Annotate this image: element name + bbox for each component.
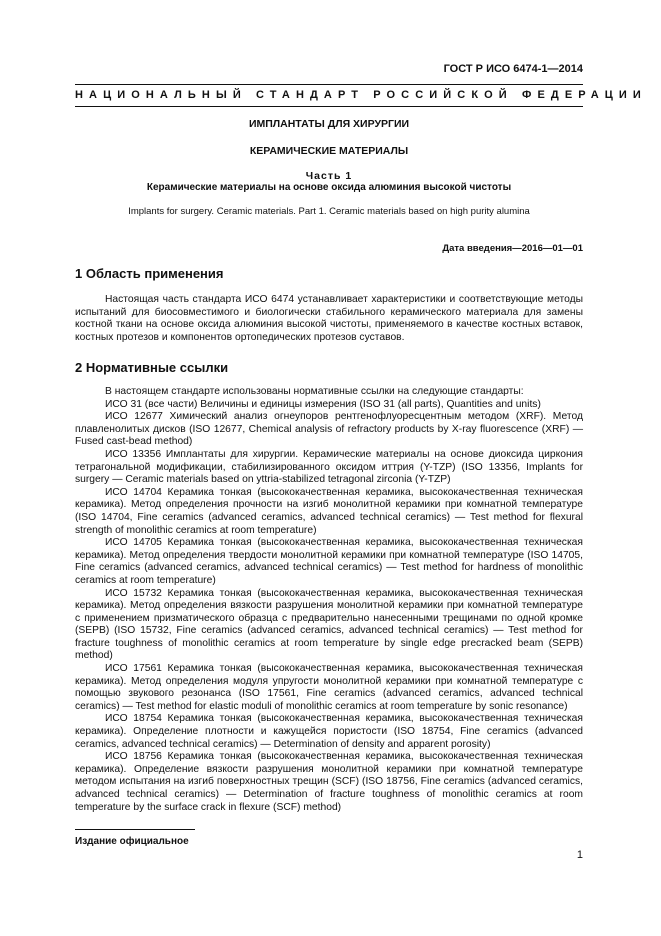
section-1-body [75,294,583,344]
section-2-heading: 2 Нормативные ссылки [75,360,229,375]
title-line-2: КЕРАМИЧЕСКИЕ МАТЕРИАЛЫ [249,145,409,157]
reference-paragraph: ИСО 13356 Имплантаты для хирургии. Керамические материалы на основе диоксида циркония тетрагональной модификации, стабилизированного оксидом иттрия (Y-TZP) (ISO 13356, Implants for surgery — Ceramic materials based on yttria-stabilized tetragonal zirconia (Y-TZP) [75,448,583,486]
reference-paragraph: ИСО 18756 Керамика тонкая (высококачественная керамика, высококачественная техническая керамика). Определение вязкости разрушения монолитной керамики при комнатной температуре методом испытания на изгиб поверхностных трещин (SCF) (ISO 18756, Fine ceramics (advanced ceramics, advanced technical ceramics) — Determination of fracture toughness of monolithic ceramics at room temperature by the surface crack in flexure (SCF) method) [75,751,583,813]
reference-paragraph: ИСО 12677 Химический анализ огнеупоров рентгенофлуоресцентным методом (XRF). Метод плавленолитых дисков (ISO 12677, Chemical analysis of refractory products by X-ray fluorescence (XRF) — Fused cast-bead method) [75,411,583,448]
title-line-1: ИМПЛАНТАТЫ ДЛЯ ХИРУРГИИ [248,118,410,130]
official-edition-label: Издание официальное [75,836,189,847]
section-1-heading: 1 Область применения [75,266,224,281]
footnote-divider [75,829,195,830]
document-subtitle: Керамические материалы на основе оксида алюминия высокой чистоты [146,182,512,193]
part-label: Часть 1 [305,170,353,182]
reference-paragraph: ИСО 17561 Керамика тонкая (высококачественная керамика, высококачественная техническая керамика). Метод определения модуля упругости монолитной керамики при комнатной температуре с помощью звукового резонанса (ISO 17561, Fine ceramics (advanced ceramics, advanced technical ceramics) — Test method for elastic moduli of monolithic ceramics at room temperature by sonic resonance) [75,663,583,712]
standard-code: ГОСТ Р ИСО 6474-1—2014 [443,63,583,75]
introduction-date: Дата введения—2016—01—01 [442,243,583,254]
reference-paragraph: ИСО 14705 Керамика тонкая (высококачественная керамика, высококачественная техническая керамика). Метод определения твердости монолитной керамики при комнатной температуре (ISO 14705, Fine ceramics (advanced ceramics, advanced technical ceramics) — Test method for hardness of monolithic ceramics at room temperature) [75,537,583,586]
reference-paragraph: ИСО 15732 Керамика тонкая (высококачественная керамика, высококачественная техническая керамика). Метод определения вязкости разрушения монолитной керамики при комнатной температуре с применением призматического образца с предварительно нанесенными трещинами по одной кромке (SEPB) (ISO 15732, Fine ceramics (advanced ceramics, advanced technical ceramics) — Test method for fracture toughness of monolithic ceramics at room temperature by single edge precracked beam (SEPB) method) [75,587,583,662]
english-title: Implants for surgery. Ceramic materials. Part 1. Ceramic materials based on high purity alumina [128,206,530,217]
reference-paragraph: ИСО 18754 Керамика тонкая (высококачественная керамика, высококачественная техническая керамика). Определение плотности и кажущейся пористости (ISO 18754, Fine ceramics (advanced ceramics, advanced technical ceramics) — Determination of density and apparent porosity) [75,713,583,750]
section-2-body [75,386,583,814]
section-1-paragraph: Настоящая часть стандарта ИСО 6474 устанавливает характеристики и соответствующие методы испытаний для биосовместимого и биологически стабильного керамического материала для замены костной ткани на основе оксида алюминия высокой чистоты, применяемого в качестве костных вставок, костных протезов и компонентов ортопедических протезов суставов. [75,294,583,343]
reference-paragraph: ИСО 31 (все части) Величины и единицы измерения (ISO 31 (all parts), Quantities and units) [105,398,541,410]
page-number: 1 [576,849,583,861]
reference-paragraph: В настоящем стандарте использованы нормативные ссылки на следующие стандарты: [105,386,524,397]
reference-paragraph: ИСО 14704 Керамика тонкая (высококачественная керамика, высококачественная техническая керамика). Метод определения прочности на изгиб монолитной керамики при комнатной температуре (ISO 14704, Fine ceramics (advanced ceramics, advanced technical ceramics) — Test method for flexural strength of monolithic ceramics at room temperature) [75,486,583,536]
national-standard-banner: НАЦИОНАЛЬНЫЙ СТАНДАРТ РОССИЙСКОЙ ФЕДЕРАЦИИ [75,84,583,107]
